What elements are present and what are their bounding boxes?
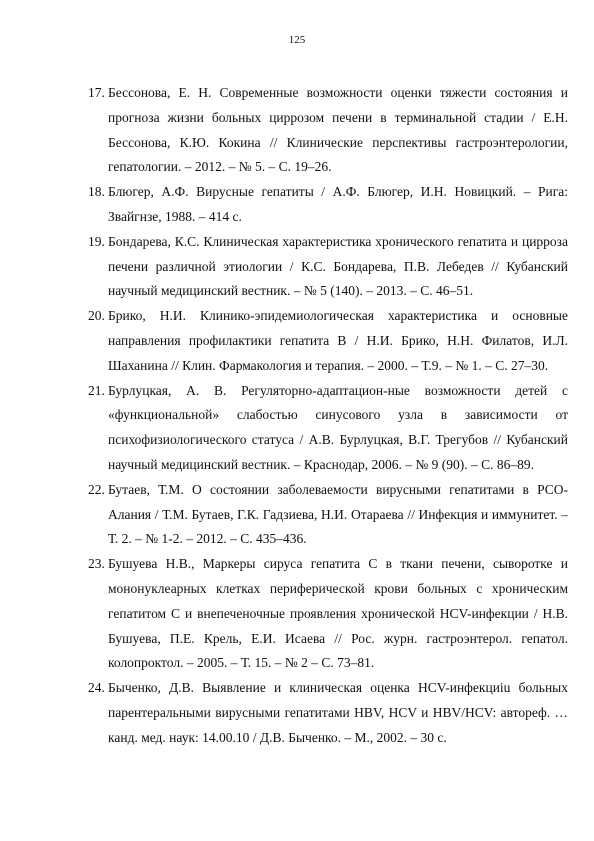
- reference-text: Брико, Н.И. Клинико-эпидемиологическая характеристика и основные направления профилактики гепатита В / Н.И. Брико, Н.Н. Филатов, И.Л. Шаханина // Клин. Фармакология и терапия. – 2000. – Т.9. – № 1. – С. 27–30.: [108, 308, 568, 373]
- reference-item: [88, 676, 568, 750]
- reference-number: 17.: [88, 85, 105, 100]
- reference-item: [88, 304, 568, 378]
- reference-item: [88, 379, 568, 478]
- reference-number: 21.: [88, 382, 105, 398]
- reference-number: 23.: [88, 556, 105, 572]
- page-number: 125: [288, 34, 306, 46]
- reference-item: [88, 552, 568, 676]
- reference-list: [88, 81, 568, 751]
- reference-item: [88, 230, 568, 304]
- reference-number: 18.: [88, 184, 105, 200]
- reference-text: Блюгер, А.Ф. Вирусные гепатиты / А.Ф. Блюгер, И.Н. Новицкий. – Рига: Звайгнзе, 1988. – 414 с.: [108, 184, 568, 224]
- reference-number: 19.: [88, 233, 105, 249]
- reference-number: 22.: [88, 481, 105, 497]
- reference-text: Бондарева, К.С. Клиническая характеристика хронического гепатита и цирроза печени различной этиологии / К.С. Бондарева, П.В. Лебедев // Кубанский научный медицинский вестник. – № 5 (140). – 2013. – С. 46–51.: [108, 233, 568, 299]
- reference-number: 24.: [88, 680, 105, 696]
- reference-text: Быченко, Д.В. Выявление и клиническая оценка HCV-инфекциiu больных парентеральными вирусными гепатитами HBV, HCV и HBV/HCV: автореф. … канд. мед. наук: 14.00.10 / Д.В. Быченко. – М., 2002. – 30 с.: [108, 680, 568, 745]
- reference-text: Бессонова, Е. Н. Современные возможности оценки тяжести состояния и прогноза жизни больных циррозом печени в терминальной стадии / Е.Н. Бессонова, К.Ю. Кокина // Клинические перспективы гастроэнтерологии, гепатологии. – 2012. – № 5. – С. 19–26.: [108, 85, 568, 175]
- reference-item: [88, 81, 568, 180]
- reference-item: [88, 478, 568, 552]
- reference-text: Бушуева Н.В., Маркеры сируса гепатита С в ткани печени, сыворотке и мононуклеарных клетках периферической крови больных с хроническим гепатитом С и внепеченочные проявления хронической HCV-инфекции / Н.В. Бушуева, П.Е. Крель, Е.И. Исаева // Рос. журн. гастроэнтерол. гепатол. колопроктол. – 2005. – Т. 15. – № 2 – С. 73–81.: [108, 556, 568, 671]
- reference-number: 20.: [88, 308, 105, 324]
- reference-text: Бурлуцкая, А. В. Регуляторно-адаптацион-ные возможности детей с «функциональной» слабостью синусового узла в зависимости от психофизиологического статуса / А.В. Бурлуцкая, В.Г. Трегубов // Кубанский научный медицинский вестник. – Краснодар, 2006. – № 9 (90). – С. 86–89.: [108, 382, 568, 472]
- reference-text: Бутаев, Т.М. О состоянии заболеваемости вирусными гепатитами в РСО-Алания / Т.М. Бутаев, Г.К. Гадзиева, Н.И. Отараева // Инфекция и иммунитет. – Т. 2. – № 1-2. – 2012. – С. 435–436.: [108, 481, 568, 547]
- reference-item: [88, 180, 568, 230]
